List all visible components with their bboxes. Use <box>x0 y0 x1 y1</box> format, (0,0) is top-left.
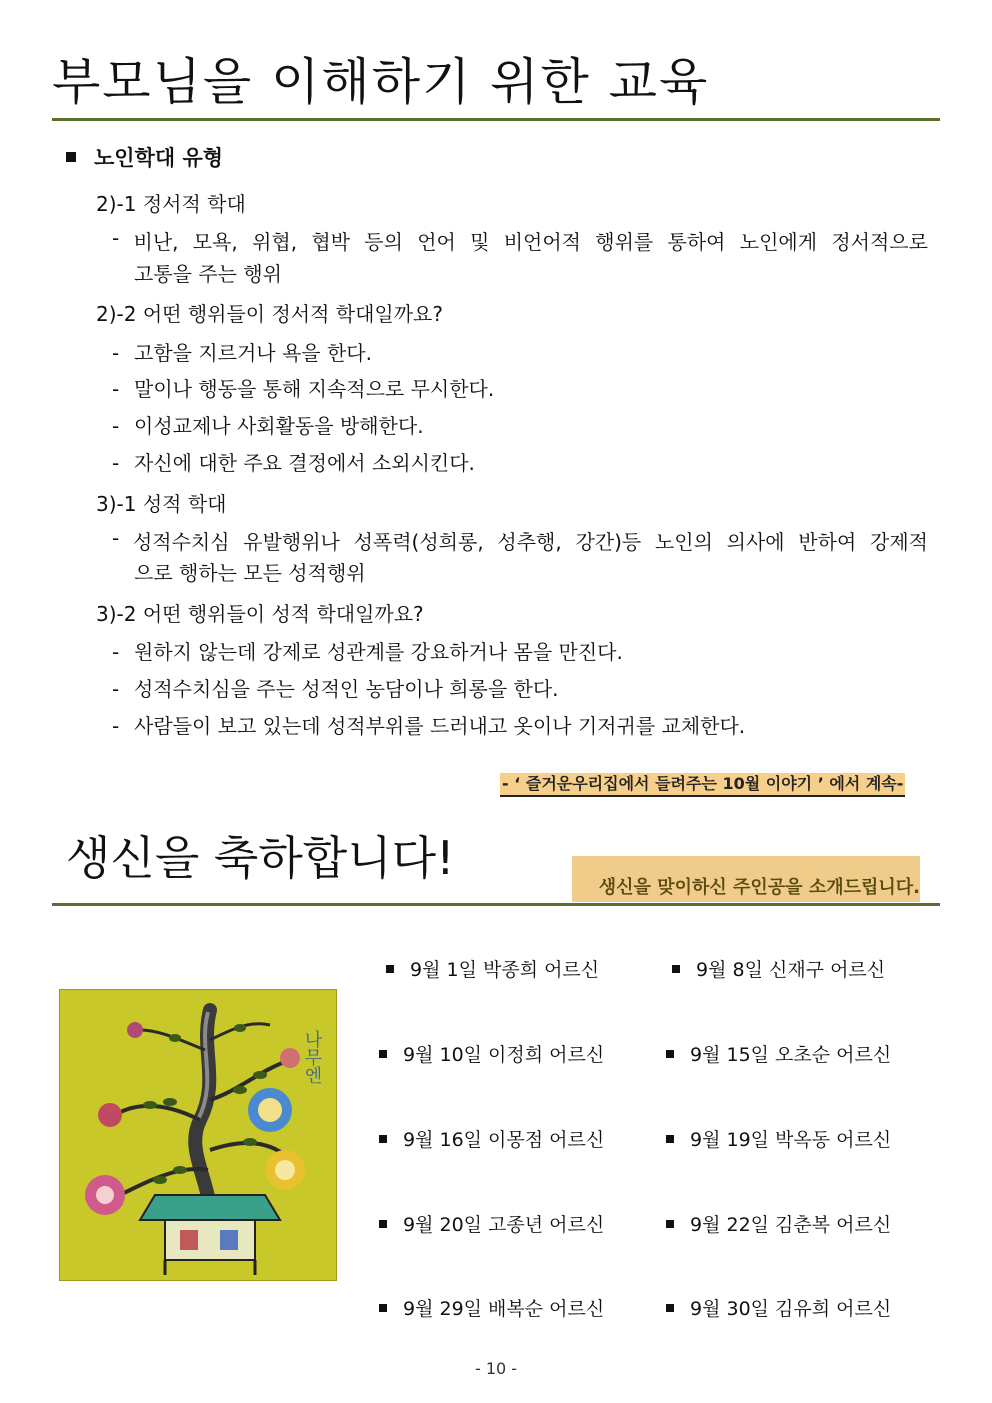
word: 모욕, <box>192 230 238 254</box>
dash-marker: - <box>112 714 120 738</box>
word: 행위를 <box>595 230 654 254</box>
list-item-text: 사람들이 보고 있는데 성적부위를 드러내고 옷이나 기저귀를 교체한다. <box>134 714 746 738</box>
birthday-entry-text: 9월 29일 배복순 어르신 <box>403 1298 605 1320</box>
birthday-entry <box>379 1125 604 1152</box>
page-number: - 10 - <box>474 1359 518 1378</box>
word: 통하여 <box>667 230 726 254</box>
subsection-title: 3)-2 어떤 행위들이 성적 학대일까요? <box>96 602 424 626</box>
painting-caption: 나무엔 <box>301 1030 323 1084</box>
dash-marker: - <box>112 677 120 701</box>
birthday-entry <box>672 955 885 982</box>
square-bullet-icon <box>672 965 680 973</box>
word: 반하여 <box>798 530 857 554</box>
word: 유발행위나 <box>243 530 340 554</box>
birthday-entry-text: 9월 16일 이몽점 어르신 <box>403 1129 605 1151</box>
birthday-entry <box>379 1210 604 1237</box>
dash-marker: - <box>112 451 120 475</box>
word: 성폭력(성희롱, <box>353 530 484 554</box>
dash-marker: - <box>112 226 120 250</box>
definition-line-2: 으로 행하는 모든 성적행위 <box>134 561 366 585</box>
birthday-subtitle: 생신을 맞이하신 주인공을 소개드립니다. <box>572 856 920 902</box>
list-item <box>112 636 623 665</box>
square-bullet-icon <box>379 1050 387 1058</box>
list-item-text: 고함을 지르거나 욕을 한다. <box>134 341 372 365</box>
list-item-text: 이성교제나 사회활동을 방해한다. <box>134 414 424 438</box>
source-note: - ‘ 즐거운우리집에서 들려주는 10월 이야기 ’ 에서 계속- <box>500 773 905 797</box>
dash-marker: - <box>112 377 120 401</box>
definition-line-2: 고통을 주는 행위 <box>134 262 282 286</box>
dash-marker: - <box>112 640 120 664</box>
birthday-entry <box>666 1294 891 1321</box>
subsection-title: 2)-1 정서적 학대 <box>96 192 246 216</box>
birthday-entry <box>379 1040 604 1067</box>
birthday-entry-text: 9월 1일 박종희 어르신 <box>410 959 600 981</box>
birthday-entry <box>666 1210 891 1237</box>
word: 강제적 <box>870 530 928 554</box>
list-item-text: 말이나 행동을 통해 지속적으로 무시한다. <box>134 377 495 401</box>
birthday-entry <box>386 955 599 982</box>
word: 등의 <box>364 230 403 254</box>
tree-house-painting-image <box>60 990 336 1280</box>
list-item <box>112 710 745 739</box>
birthday-entry-text: 9월 10일 이정희 어르신 <box>403 1044 605 1066</box>
word: 비난, <box>133 230 179 254</box>
square-bullet-icon <box>66 152 76 162</box>
definition-paragraph <box>112 526 928 555</box>
word: 비언어적 <box>503 230 581 254</box>
section-heading <box>66 142 223 172</box>
list-item-text: 원하지 않는데 강제로 성관계를 강요하거나 몸을 만진다. <box>134 640 623 664</box>
square-bullet-icon <box>386 965 394 973</box>
birthday-entry-text: 9월 30일 김유희 어르신 <box>690 1298 892 1320</box>
dash-marker: - <box>112 414 120 438</box>
word: 노인의 <box>654 530 713 554</box>
birthday-entry-text: 9월 8일 신재구 어르신 <box>696 959 886 981</box>
birthday-entry-text: 9월 20일 고종년 어르신 <box>403 1214 605 1236</box>
birthday-title: 생신을 축하합니다! <box>66 831 455 885</box>
list-item <box>112 337 372 366</box>
word: 협박 <box>311 230 350 254</box>
birthday-entry <box>666 1040 891 1067</box>
folk-painting <box>60 990 336 1280</box>
word: 및 <box>470 230 490 254</box>
subsection-title: 3)-1 성적 학대 <box>96 492 227 516</box>
page-title: 부모님을 이해하기 위한 교육 <box>52 53 710 111</box>
list-item <box>112 447 475 476</box>
word: 성적수치심 <box>132 530 230 554</box>
birthday-entry-text: 9월 22일 김춘복 어르신 <box>690 1214 892 1236</box>
list-item-text: 성적수치심을 주는 성적인 농담이나 희롱을 한다. <box>134 677 559 701</box>
dash-marker: - <box>112 341 120 365</box>
word: 성추행, <box>497 530 562 554</box>
word: 강간)등 <box>575 530 642 554</box>
square-bullet-icon <box>666 1050 674 1058</box>
list-item-text: 자신에 대한 주요 결정에서 소외시킨다. <box>134 451 475 475</box>
list-item <box>112 673 559 702</box>
birthday-entry <box>666 1125 891 1152</box>
definition-line <box>112 526 928 555</box>
word: 노인에게 <box>739 230 818 254</box>
dash-marker: - <box>112 526 120 550</box>
birthday-entry <box>379 1294 604 1321</box>
list-item <box>112 410 424 439</box>
square-bullet-icon <box>379 1135 387 1143</box>
birthday-divider <box>52 903 940 906</box>
word: 정서적으로 <box>831 230 928 254</box>
word: 언어 <box>417 230 456 254</box>
word: 의사에 <box>726 530 785 554</box>
definition-paragraph <box>112 226 928 255</box>
birthday-entry-text: 9월 15일 오초순 어르신 <box>690 1044 892 1066</box>
birthday-entry-text: 9월 19일 박옥동 어르신 <box>690 1129 892 1151</box>
square-bullet-icon <box>666 1220 674 1228</box>
word: 위협, <box>252 230 298 254</box>
square-bullet-icon <box>379 1304 387 1312</box>
definition-line <box>112 226 928 255</box>
section-heading-text: 노인학대 유형 <box>94 146 224 170</box>
list-item <box>112 373 494 402</box>
title-divider <box>52 118 940 121</box>
square-bullet-icon <box>379 1220 387 1228</box>
square-bullet-icon <box>666 1135 674 1143</box>
subsection-title: 2)-2 어떤 행위들이 정서적 학대일까요? <box>96 302 443 326</box>
square-bullet-icon <box>666 1304 674 1312</box>
